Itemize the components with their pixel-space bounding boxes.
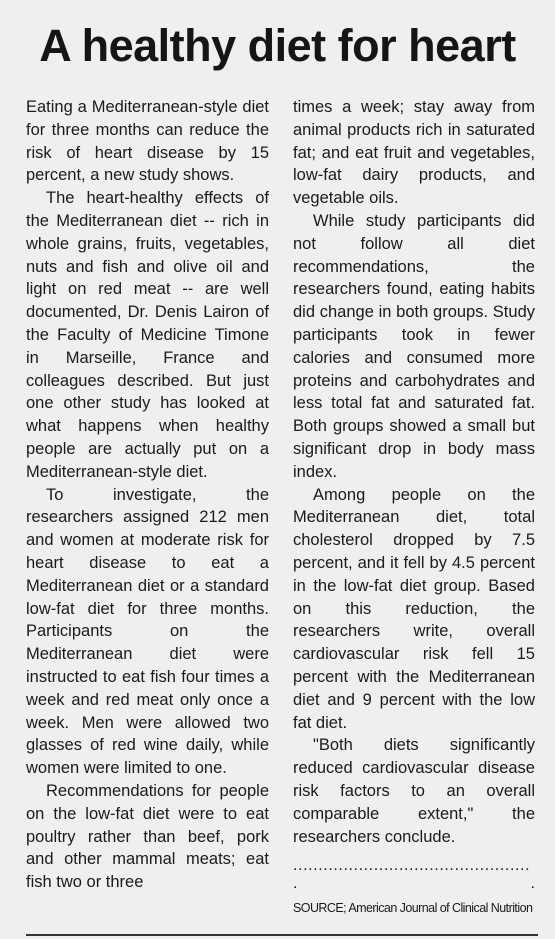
article-paragraph: times a week; stay away from animal products rich in saturated fat; and eat fruit and vegetables, low-fat dairy products, and vegetable oils. xyxy=(293,98,535,208)
article-paragraph: The heart-healthy effects of the Mediterranean diet -- rich in whole grains, fruits, vegetables, nuts and fish and olive oil and light on red meat -- are well documented, Dr. Denis Lairon of the Faculty of Medicine Timone in Marseille, France and colleagues described. But just one other study has looked at what happens when healthy people are actually put on a Mediterranean-style diet. xyxy=(26,189,269,481)
dotted-separator-ends xyxy=(293,876,535,892)
article-headline: A healthy diet for heart xyxy=(39,20,516,71)
separator-dot-left: . xyxy=(293,875,298,893)
article-paragraph: To investigate, the researchers assigned 212 men and women at moderate risk for heart disease to eat a Mediterranean diet or a standard low-fat diet for three months. Participants on the Mediterranean diet were instructed to eat fish four times a week and red meat only once a week. Men were allowed two glasses of red wine daily, while women were limited to one. xyxy=(26,485,269,778)
article-paragraph: While study participants did not follow all diet recommendations, the researchers found, eating habits did change in both groups. Study participants took in fewer calories and consumed more proteins and carbohydrates and less total fat and saturated fat. Both groups showed a small but significant drop in body mass index. xyxy=(293,211,535,481)
right-column xyxy=(293,96,535,916)
article-paragraph: Among people on the Mediterranean diet, total cholesterol dropped by 7.5 percent, and it fell by 4.5 percent in the low-fat diet group. Based on this reduction, the researchers write, overall cardiovascular risk fell 15 percent with the Mediterranean diet and 9 percent with the low fat diet. xyxy=(293,485,535,732)
dotted-separator: ............................................... xyxy=(293,857,531,875)
article-paragraph: Recommendations for people on the low-fat diet were to eat poultry rather than beef, pork and other mammal meats; eat fish two or three xyxy=(26,781,269,892)
article-paragraph: Eating a Mediterranean-style diet for three months can reduce the risk of heart disease by 15 percent, a new study shows. xyxy=(26,98,269,185)
source-credit: SOURCE; American Journal of Clinical Nutrition xyxy=(293,901,533,916)
bottom-rule xyxy=(26,934,538,936)
article-paragraph: "Both diets significantly reduced cardiovascular disease risk factors to an overall comparable extent," the researchers conclude. xyxy=(293,736,535,846)
separator-dot-right: . xyxy=(530,875,535,893)
left-column xyxy=(26,96,269,894)
